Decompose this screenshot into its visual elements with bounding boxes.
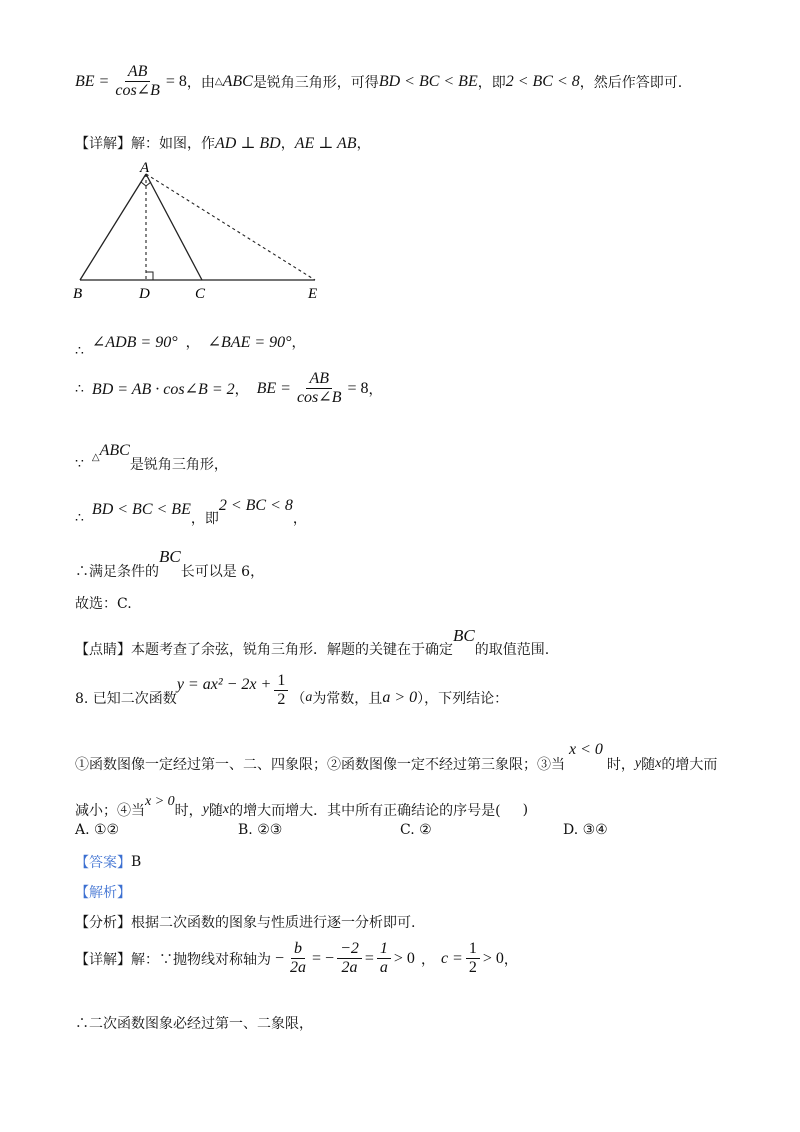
- step-3: [75, 440, 228, 474]
- option-d: D. ③④: [563, 822, 608, 838]
- fenxi-text: 根据二次函数的图象与性质进行逐一分析即可.: [131, 915, 416, 931]
- fraction-numerator: 1: [466, 940, 480, 959]
- y-variable: y: [202, 802, 209, 817]
- therefore-symbol: ∴: [75, 510, 84, 526]
- condition-a-positive: a > 0: [382, 688, 418, 706]
- inequality-bd-bc-be: BD < BC < BE: [91, 501, 191, 518]
- detail-text: 解：∵抛物线对称轴为: [131, 951, 271, 968]
- choice-result: 故选：C.: [75, 596, 132, 612]
- inequality-2-bc-8: 2 < BC < 8: [218, 497, 293, 514]
- label-c: C: [195, 286, 206, 302]
- fraction-denominator: 2a: [290, 959, 307, 976]
- fraction-1-2: [466, 940, 480, 977]
- fraction-denominator: cos∠B: [115, 82, 160, 99]
- detail-text: 解：如图，作: [131, 136, 215, 152]
- x-variable: x: [655, 756, 662, 771]
- comment-text-2: 的取值范围.: [474, 642, 550, 658]
- fraction-numerator: 1: [377, 940, 391, 959]
- y-variable: y: [634, 756, 642, 771]
- step2-end: ，: [368, 381, 383, 398]
- paren-text: 为常数，且: [312, 690, 383, 707]
- detail-sep: ，: [420, 951, 435, 968]
- x-variable: x: [222, 802, 230, 817]
- detail-tag: 【详解】: [75, 951, 131, 968]
- step4-end: ，: [292, 511, 307, 527]
- fraction-ab-cosb-2: [294, 370, 345, 407]
- step-5: [75, 545, 264, 581]
- answer-line: [75, 852, 141, 872]
- fraction-numerator: 1: [274, 672, 288, 691]
- option-b: B. ②③: [238, 822, 283, 838]
- comment-text-1: 本题考查了余弦，锐角三角形．解题的关键在于确定: [131, 642, 453, 658]
- detail-line-2: [75, 940, 518, 977]
- triangle-abc: ABC: [99, 442, 130, 459]
- paren-close: ），下列结论：: [417, 690, 509, 707]
- inequality-bd-bc-be: BD < BC < BE: [378, 72, 478, 90]
- c-equals: c =: [440, 949, 463, 967]
- perp-ad-bd: AD ⊥ BD: [215, 135, 281, 152]
- right-angle-d: [146, 272, 153, 280]
- fenxi-tag: 【分析】: [75, 915, 131, 931]
- hint-text-1: ，由: [186, 74, 215, 91]
- step-4: [75, 492, 307, 528]
- triangle-symbol: △: [214, 76, 223, 87]
- greater-than-zero: > 0: [393, 949, 415, 967]
- triangle-symbol: △: [91, 451, 100, 463]
- fenxi-line: [75, 912, 415, 932]
- segment-ac: [146, 174, 202, 280]
- comment-tag: 【点睛】: [75, 642, 131, 658]
- q8-text-3: 随: [641, 757, 656, 773]
- answer-tag: 【答案】: [75, 855, 131, 871]
- fraction-numerator: −2: [337, 940, 362, 959]
- step5-text-1: ∴满足条件的: [75, 564, 159, 580]
- fraction-1-a: [377, 940, 391, 977]
- segment-ab: [80, 174, 146, 280]
- step1-end: ，: [291, 335, 306, 351]
- conclusion-text: ∴二次函数图象必经过第一、二象限，: [75, 1016, 313, 1032]
- option-a: A. ①②: [75, 822, 120, 838]
- question-8-line-1: [75, 672, 508, 709]
- inequality-2-bc-8: 2 < BC < 8: [505, 72, 580, 90]
- fraction-numerator: AB: [125, 63, 151, 82]
- condition-x-positive: x > 0: [145, 794, 175, 809]
- a-variable: a: [305, 689, 313, 705]
- step3-text: 是锐角三角形，: [129, 457, 228, 473]
- step4-text: ，即: [190, 511, 219, 527]
- fraction-b-2a: [287, 940, 309, 977]
- hint-text-2: 是锐角三角形，可得: [252, 74, 379, 91]
- step1-sep: ，: [185, 335, 200, 351]
- therefore-symbol: ∴: [75, 343, 84, 359]
- fraction-denominator: 2: [468, 959, 477, 976]
- q8-text-7: 随: [208, 803, 223, 819]
- quadratic-function: y = ax² − 2x +: [176, 675, 272, 693]
- label-d: D: [139, 286, 150, 302]
- equals-minus: = −: [312, 949, 335, 967]
- angle-bae: ∠BAE = 90°: [207, 334, 292, 351]
- analysis-line: [75, 882, 131, 902]
- last-line: [75, 1013, 313, 1033]
- question-8-line-3: [75, 790, 528, 820]
- q8-text-1: ①函数图像一定经过第一、二、四象限；②函数图像一定不经过第三象限；③当: [75, 757, 565, 773]
- comment-line: [75, 623, 549, 659]
- fraction-neg2-2a: [337, 940, 362, 977]
- segment-ae: [146, 174, 315, 280]
- detail-comma: ，: [280, 136, 295, 152]
- answer-value: B: [131, 854, 142, 870]
- triangle-figure: [70, 160, 340, 305]
- fraction-denominator: 2: [277, 691, 286, 708]
- detail-end: ，: [503, 951, 518, 968]
- fraction-denominator: a: [379, 959, 388, 976]
- bc-variable: BC: [159, 547, 181, 566]
- step2-sep: ，: [234, 381, 249, 398]
- therefore-symbol: ∴: [75, 380, 84, 397]
- q8-text-4: 的增大而: [661, 757, 718, 773]
- greater-than-zero-2: > 0: [482, 949, 504, 967]
- because-symbol: ∵: [75, 456, 84, 472]
- hint-text-4: ，然后作答即可.: [579, 74, 683, 91]
- q8-text-5: 减小；④当: [75, 803, 145, 819]
- q8-text-8: 的增大而增大．其中所有正确结论的序号是(: [229, 803, 501, 819]
- step-2: [75, 370, 383, 407]
- triangle-abc: ABC: [222, 72, 253, 90]
- step-6: [75, 593, 132, 613]
- fraction-denominator: 2a: [341, 959, 358, 976]
- fraction-denominator: cos∠B: [296, 389, 342, 406]
- be-value: = 8: [165, 72, 187, 90]
- be-lhs: BE =: [75, 72, 110, 90]
- q8-text-2: 时，: [606, 757, 635, 773]
- hint-line: [75, 63, 682, 100]
- q8-text-6: 时，: [174, 803, 203, 819]
- step5-text-2: 长可以是 6，: [180, 564, 265, 580]
- fraction-one-half: [274, 672, 288, 709]
- minus-sign: −: [275, 949, 285, 967]
- label-a: A: [140, 160, 150, 176]
- fraction-numerator: b: [291, 940, 305, 959]
- label-b: B: [73, 286, 83, 302]
- be-lhs-2: BE =: [256, 379, 291, 397]
- hint-text-3: ，即: [477, 74, 506, 91]
- fraction-ab-cosb: [112, 63, 163, 100]
- angle-adb: ∠ADB = 90°: [91, 334, 178, 351]
- equals: =: [364, 949, 374, 967]
- question-8-line-2: [75, 740, 717, 774]
- label-e: E: [308, 286, 318, 302]
- perp-ae-ab: AE ⊥ AB: [294, 135, 357, 152]
- bd-expression: BD = AB · cos∠B = 2: [91, 380, 235, 398]
- fraction-numerator: AB: [306, 370, 332, 389]
- question-number: 8. 已知二次函数: [75, 690, 177, 707]
- step-1: [75, 325, 306, 359]
- detail-tag: 【详解】: [75, 136, 131, 152]
- detail-end: ，: [356, 136, 371, 152]
- option-c: C. ②: [400, 822, 432, 838]
- detail-line-1: [75, 133, 371, 153]
- q8-text-9: ): [522, 802, 529, 818]
- be-value-2: = 8: [347, 379, 369, 397]
- bc-variable: BC: [453, 626, 475, 645]
- condition-x-negative: x < 0: [569, 741, 603, 758]
- analysis-tag: 【解析】: [75, 885, 131, 901]
- paren-open: （: [291, 690, 306, 707]
